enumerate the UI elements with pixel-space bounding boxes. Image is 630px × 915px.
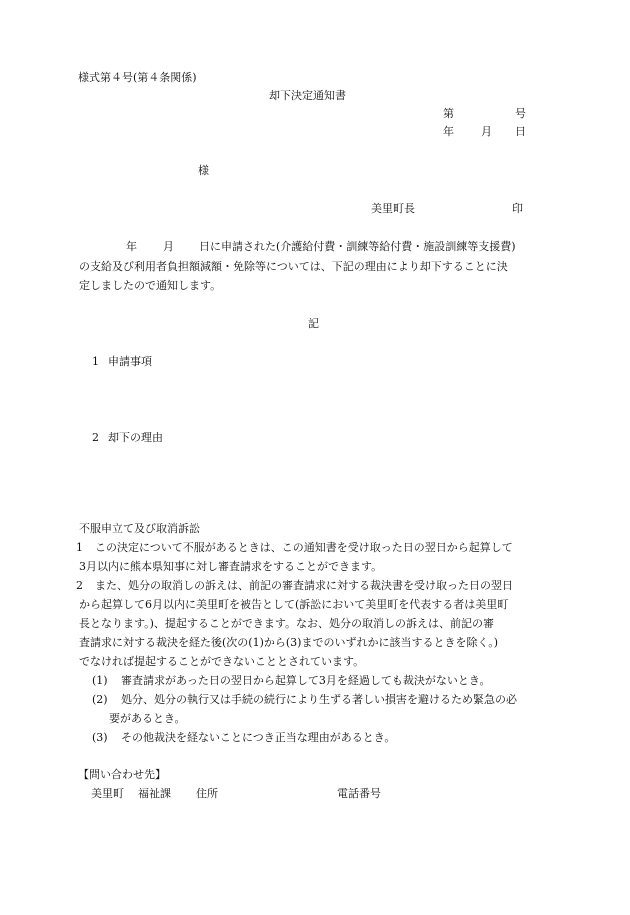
subitem-continuation: 要があるとき。 — [109, 712, 186, 725]
appeal-item2-line4: 査請求に対する裁決を経た後(次の(1)から(3)までのいずれかに該当するときを除く。) — [79, 636, 499, 649]
appeal-item2-line2: から起算して6月以内に美里町を被告として(訴訟において美里町を代表する者は美里町 — [79, 598, 509, 611]
intro-line3: 定しましたので通知します。 — [79, 279, 222, 292]
appeal-item2-line3: 長となります。)、提起することができます。なお、処分の取消しの訴えは、前記の審 — [79, 617, 495, 630]
section-number: 1 — [92, 355, 99, 368]
section-label: 申請事項 — [108, 355, 152, 368]
appeal-heading: 不服申立て及び取消訴訟 — [79, 522, 200, 535]
contact-org: 美里町 — [91, 787, 124, 800]
section-number: 2 — [92, 431, 99, 444]
appeal-item-number: 1 — [76, 541, 83, 554]
intro-line2: の支給及び利用者負担額減額・免除等については、下記の理由により却下することに決 — [79, 260, 508, 273]
doc-number-prefix: 第 — [443, 107, 454, 120]
intro-month: 月 — [163, 240, 174, 253]
addressee-suffix: 様 — [198, 164, 209, 177]
doc-number-suffix: 号 — [515, 107, 526, 120]
ki-marker: 記 — [308, 317, 319, 330]
subitem-text: その他裁決を経ないことにつき正当な理由があるとき。 — [121, 731, 396, 744]
appeal-item2-line1: また、処分の取消しの訴えは、前記の審査請求に対する裁決書を受け取った日の翌日 — [95, 579, 513, 592]
intro-line1: 日に申請された(介護給付費・訓練等給付費・施設訓練等支援費) — [199, 240, 516, 253]
document-title: 却下決定通知書 — [269, 89, 346, 102]
subitem-text: 処分、処分の執行又は手続の続行により生ずる著しい損害を避けるため緊急の必 — [121, 693, 517, 706]
date-day: 日 — [515, 125, 526, 138]
appeal-item1-line2: 3月以内に熊本県知事に対し審査請求をすることができます。 — [79, 560, 383, 573]
contact-phone-label: 電話番号 — [337, 787, 381, 800]
subitem-number: (3) — [92, 731, 108, 744]
date-month: 月 — [481, 125, 492, 138]
date-year: 年 — [443, 125, 454, 138]
subitem-number: (2) — [92, 693, 108, 706]
subitem-number: (1) — [92, 674, 108, 687]
section-label: 却下の理由 — [108, 431, 163, 444]
contact-address-label: 住所 — [196, 787, 218, 800]
issuer-name: 美里町長 — [371, 202, 415, 215]
contact-dept: 福祉課 — [138, 787, 171, 800]
issuer-seal: 印 — [512, 202, 523, 215]
intro-year: 年 — [126, 240, 137, 253]
appeal-item1-line1: この決定について不服があるときは、この通知書を受け取った日の翌日から起算して — [95, 541, 513, 554]
contact-heading: 【問い合わせ先】 — [78, 768, 166, 781]
form-number: 様式第４号(第４条関係) — [78, 71, 197, 84]
appeal-item2-line5: でなければ提起することができないこととされています。 — [79, 655, 365, 668]
appeal-item-number: 2 — [76, 579, 83, 592]
subitem-text: 審査請求があった日の翌日から起算して3月を経過しても裁決がないとき。 — [121, 674, 491, 687]
